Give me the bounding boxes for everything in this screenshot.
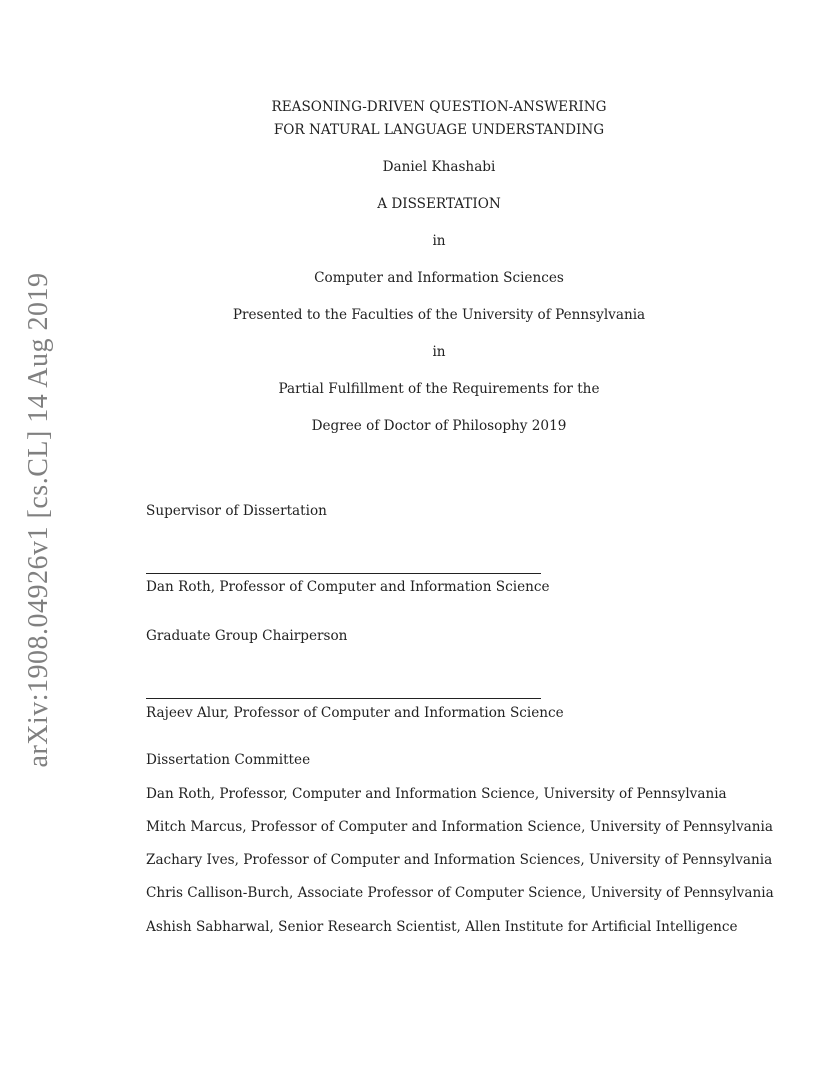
field-of-study: Computer and Information Sciences: [314, 270, 564, 286]
fulfillment-statement: Partial Fulfillment of the Requirements for the: [278, 381, 600, 397]
degree-statement: Degree of Doctor of Philosophy 2019: [311, 418, 567, 434]
committee-member: Chris Callison-Burch, Associate Professor of Computer Science, University of Pennsylvania: [146, 885, 774, 901]
committee-member: Ashish Sabharwal, Senior Research Scientist, Allen Institute for Artificial Intelligence: [146, 919, 738, 935]
supervisor-heading: Supervisor of Dissertation: [146, 503, 327, 519]
in-text-1: in: [432, 233, 446, 249]
supervisor-name: Dan Roth, Professor of Computer and Information Science: [146, 579, 550, 595]
title-line-1: REASONING-DRIVEN QUESTION-ANSWERING: [271, 99, 607, 115]
arxiv-identifier-stamp: arXiv:1908.04926v1 [cs.CL] 14 Aug 2019: [23, 272, 54, 768]
chair-name: Rajeev Alur, Professor of Computer and Information Science: [146, 705, 564, 721]
title-line-2: FOR NATURAL LANGUAGE UNDERSTANDING: [273, 122, 605, 138]
committee-member: Dan Roth, Professor, Computer and Information Science, University of Pennsylvania: [146, 786, 727, 802]
chair-heading: Graduate Group Chairperson: [146, 628, 348, 644]
committee-member: Mitch Marcus, Professor of Computer and Information Science, University of Pennsylvania: [146, 819, 773, 835]
committee-heading: Dissertation Committee: [146, 752, 311, 768]
chair-signature-line: [146, 698, 541, 699]
supervisor-signature-line: [146, 573, 541, 574]
in-text-2: in: [432, 344, 446, 360]
document-type: A DISSERTATION: [377, 196, 501, 212]
presented-to: Presented to the Faculties of the University of Pennsylvania: [232, 307, 646, 323]
committee-member: Zachary Ives, Professor of Computer and Information Sciences, University of Pennsylvania: [146, 852, 773, 868]
author-name: Daniel Khashabi: [382, 159, 496, 175]
